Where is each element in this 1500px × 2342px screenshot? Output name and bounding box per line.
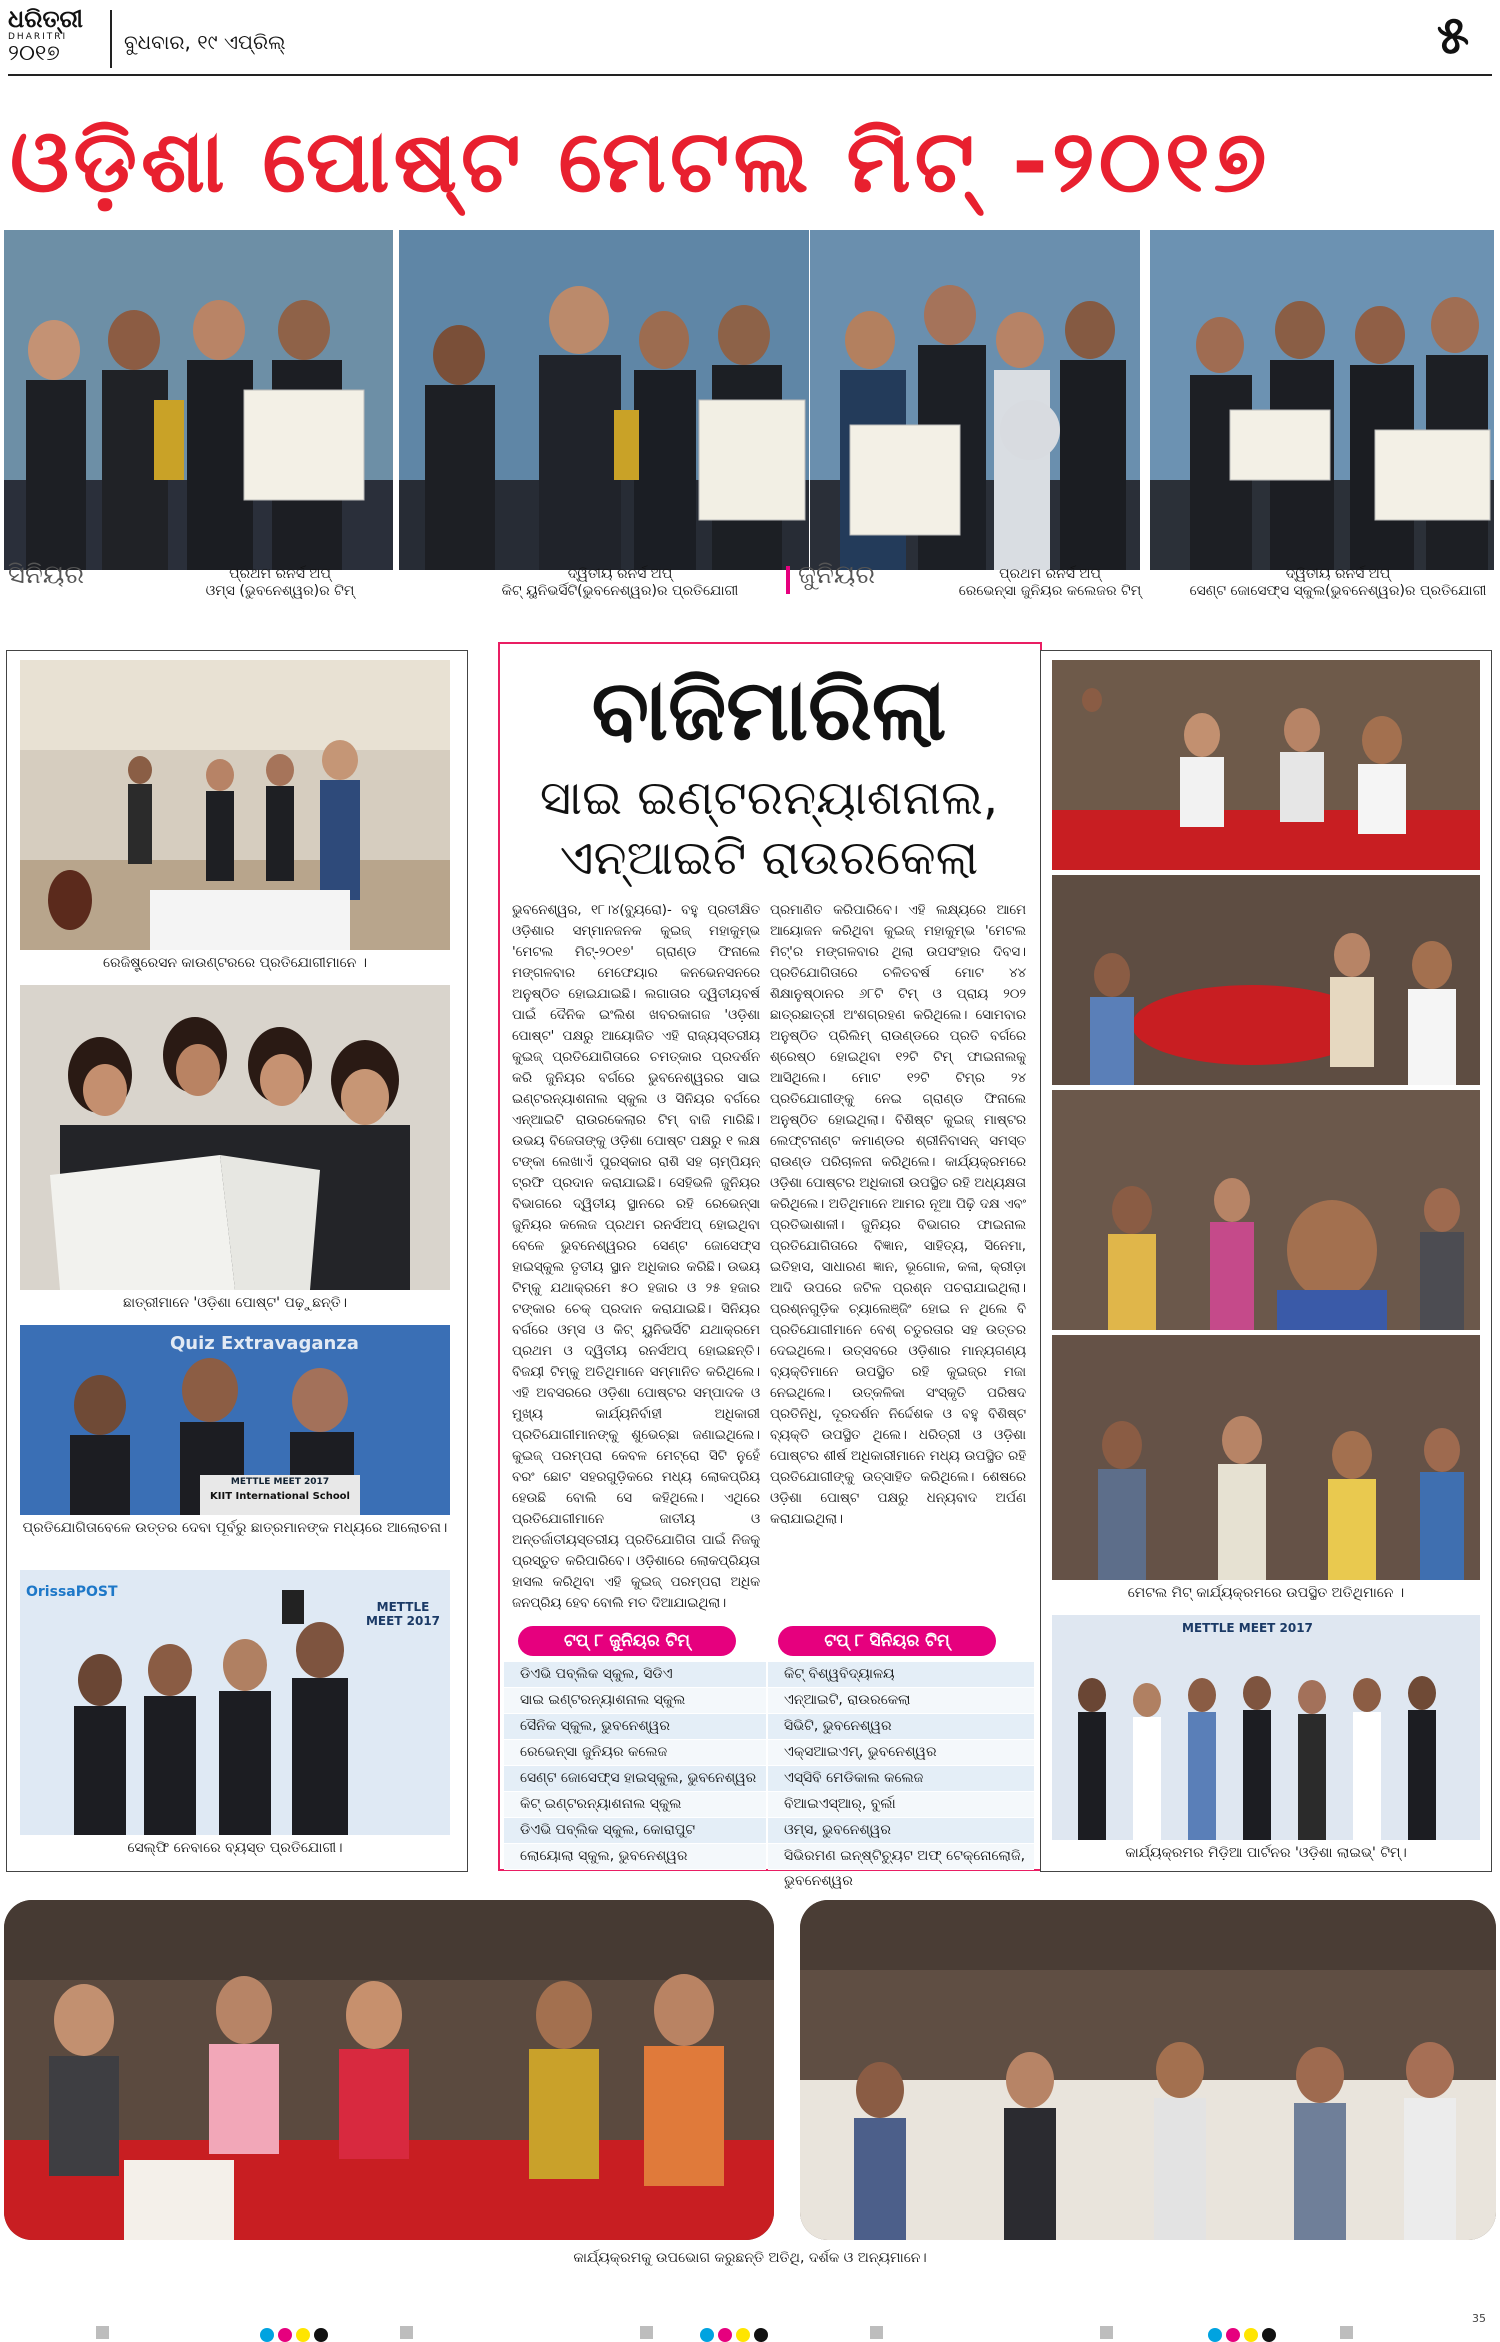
photo-girls-reading-newspaper bbox=[20, 985, 450, 1290]
print-cyan-mark bbox=[700, 2328, 714, 2342]
print-yellow-mark bbox=[1244, 2328, 1258, 2342]
junior-team-row: ଲୋୟୋଲା ସ୍କୁଲ, ଭୁବନେଶ୍ୱର bbox=[504, 1844, 766, 1870]
article-title: ବାଜିମାରିଲା bbox=[591, 661, 947, 759]
caption-line: କିଟ୍ ୟୁନିଭର୍ସିଟି(ଭୁବନେଶ୍ୱର)ର ପ୍ରତିଯୋଗୀ bbox=[501, 583, 739, 599]
caption-audience: କାର୍ଯ୍ୟକ୍ରମକୁ ଉପଭୋଗ କରୁଛନ୍ତି ଅତିଥି, ଦର୍ଶକ ଓ ଅନ୍ୟମାନେ। bbox=[573, 2250, 927, 2266]
print-magenta-mark bbox=[718, 2328, 732, 2342]
photo-odisha-live-team bbox=[1052, 1615, 1480, 1840]
caption-line: ଦ୍ୱିତୀୟ ରନର୍ସ ଅପ୍ bbox=[1285, 566, 1391, 582]
table-sign-event: METTLE MEET 2017 bbox=[230, 1477, 330, 1487]
senior-team-row: ସିଭିରମଣ ଇନ୍‌ଷ୍ଟିଚ୍ୟୁଟ ଅଫ୍ ଟେକ୍ନୋଲୋଜି, ଭୁବନେଶ୍ୱର bbox=[768, 1844, 1034, 1870]
photo-selfie bbox=[20, 1570, 450, 1835]
print-cyan-mark bbox=[1208, 2328, 1222, 2342]
print-yellow-mark bbox=[296, 2328, 310, 2342]
photo-guests-4 bbox=[1052, 1335, 1480, 1580]
junior-team-row: ଡିଏଭି ପବ୍ଲିକ ସ୍କୁଲ, କୋରାପୁଟ bbox=[504, 1818, 766, 1844]
dateline: ବୁଧବାର, ୧୯ ଏପ୍ରିଲ୍ bbox=[124, 30, 286, 54]
print-magenta-mark bbox=[1226, 2328, 1240, 2342]
photo-senior-first-runner-up bbox=[4, 230, 393, 570]
photo-junior-second-runner-up bbox=[1150, 230, 1494, 570]
print-black-mark bbox=[314, 2328, 328, 2342]
article-body-col1: ଭୁବନେଶ୍ୱର, ୧୮।୪(ବ୍ୟୁରୋ)- ବହୁ ପ୍ରତୀକ୍ଷିତ ଓଡ଼ିଶାର ସମ୍ମାନଜନକ କୁଇଜ୍ ମହାକୁମ୍ଭ 'ମେଟଲ ମିଟ୍-୨୦୧୭' ଗ୍ରାଣ୍ଡ ଫିନାଲେ ମଙ୍ଗଳବାର ମେଫେୟାର କନଭେନସନରେ ଅନୁଷ୍ଠିତ ହୋଇଯାଇଛି। ଲଗାତାର ଦ୍ୱିତୀୟବର୍ଷ ପାଇଁ ଦୈନିକ ଇଂଲିଶ ଖବରକାଗଜ 'ଓଡ଼ିଶା ପୋଷ୍ଟ' ପକ୍ଷରୁ ଆୟୋଜିତ ଏହି ରାଜ୍ୟସ୍ତରୀୟ କୁଇଜ୍ ପ୍ରତିଯୋଗିତାରେ ଚମତ୍କାର ପ୍ରଦର୍ଶନ କରି ଜୁନିୟର ବର୍ଗରେ ଭୁବନେଶ୍ୱରର ସାଇ ଇଣ୍ଟରନ୍ୟାଶନାଲ ସ୍କୁଲ ଓ ସିନିୟର ବର୍ଗରେ ଏନ୍ଆଇଟି ରାଉରକେଲାର ଟିମ୍ ବାଜି ମାରିଛି। ଉଭୟ ବିଜେତାଙ୍କୁ ଓଡ଼ିଶା ପୋଷ୍ଟ ପକ୍ଷରୁ ୧ ଲକ୍ଷ ଟଙ୍କା ଲେଖାଏଁ ପୁରସ୍କାର ରାଶି ସହ ଚାମ୍ପିୟନ୍ ଟ୍ରଫି ପ୍ରଦାନ କରାଯାଇଛି। ସେହିଭଳି ଜୁନିୟର ବିଭାଗରେ ଦ୍ୱିତୀୟ ସ୍ଥାନରେ ରହି ରେଭେନ୍ସା ଜୁନିୟର କଲେଜ ପ୍ରଥମ ରନର୍ସଅପ୍ ହୋଇଥିବା ବେଳେ ଭୁବନେଶ୍ୱରର ସେଣ୍ଟ ଜୋସେଫ୍ସ ହାଇସ୍କୁଲ ତୃତୀୟ ସ୍ଥାନ ଅଧିକାର କରିଛି। ଉଭୟ ଟିମ୍‌କୁ ଯଥାକ୍ରମେ ୫୦ ହଜାର ଓ ୨୫ ହଜାର ଟଙ୍କାର ଚେକ୍ ପ୍ରଦାନ କରାଯାଇଛି। ସିନିୟର ବର୍ଗରେ ଓମ୍ସ ଓ କିଟ୍ ୟୁନିଭର୍ସିଟି ଯଥାକ୍ରମେ ପ୍ରଥମ ଓ ଦ୍ୱିତୀୟ ରନର୍ସଅପ୍ ହୋଇଛନ୍ତି। ବିଜୟୀ ଟିମ୍‌କୁ ଅତିଥିମାନେ ସମ୍ମାନିତ କରିଥିଲେ। ଏହି ଅବସରରେ ଓଡ଼ିଶା ପୋଷ୍ଟର ସମ୍ପାଦକ ଓ ମୁଖ୍ୟ କାର୍ଯ୍ୟନିର୍ବାହୀ ଅଧିକାରୀ ପ୍ରତିଯୋଗୀମାନଙ୍କୁ ଶୁଭେଚ୍ଛା ଜଣାଇଥିଲେ। କୁଇଜ୍ ପରମ୍ପରା କେବଳ ମେଟ୍ରୋ ସିଟି ନୁହେଁ ବରଂ ଛୋଟ ସହରଗୁଡ଼ିକରେ ମଧ୍ୟ ଲୋକପ୍ରିୟ ହେଉଛି ବୋଲି ସେ କହିଥିଲେ। ଏଥିରେ ପ୍ରତିଯୋଗୀମାନେ ଜାତୀୟ ଓ ଅନ୍ତର୍ଜାତୀୟସ୍ତରୀୟ ପ୍ରତିଯୋଗିତା ପାଇଁ ନିଜକୁ ପ୍ରସ୍ତୁତ କରିପାରିବେ। ଓଡ଼ିଶାରେ ଲୋକପ୍ରିୟତା ହାସଲ କରିଥିବା ଏହି କୁଇଜ୍ ପରମ୍ପରା ଅଧିକ ଜନପ୍ରିୟ ହେବ ବୋଲି ମତ ଦିଆଯାଇଥିଲା। bbox=[512, 903, 760, 1611]
photo-audience-right bbox=[800, 1900, 1496, 2240]
header-rule bbox=[8, 74, 1492, 76]
photo-registration-counter bbox=[20, 660, 450, 950]
print-gray-mark bbox=[640, 2326, 653, 2339]
senior-team-row: ସିଭିଟି, ଭୁବନେଶ୍ୱର bbox=[768, 1714, 1034, 1740]
junior-team-row: ସାଇ ଇଣ୍ଟରନ୍ୟାଶନାଲ ସ୍କୁଲ bbox=[504, 1688, 766, 1714]
photo-junior-first-runner-up bbox=[810, 230, 1140, 570]
junior-label: ଜୁନିୟର bbox=[798, 560, 876, 590]
junior-team-row: ଡିଏଭି ପବ୍ଲିକ ସ୍କୁଲ, ସିଡିଏ bbox=[504, 1662, 766, 1688]
print-magenta-mark bbox=[278, 2328, 292, 2342]
senior-team-row: ଏନ୍ଆଇଟି, ରାଉରକେଲା bbox=[768, 1688, 1034, 1714]
masthead bbox=[8, 6, 108, 72]
photo-guests-3 bbox=[1052, 1090, 1480, 1330]
senior-team-row: ଏସ୍‌ସିବି ମେଡିକାଲ କଲେଜ bbox=[768, 1766, 1034, 1792]
footer-page-code: 35 bbox=[1472, 2312, 1486, 2325]
caption-odisha-live: କାର୍ଯ୍ୟକ୍ରମର ମିଡ଼ିଆ ପାର୍ଟନର 'ଓଡ଼ିଶା ଲାଇଭ୍' ଟିମ୍। bbox=[1125, 1845, 1407, 1861]
photo-quiz-discussion bbox=[20, 1325, 450, 1515]
caption-line: ଦ୍ୱିତୀୟ ରନର୍ସ ଅପ୍ bbox=[567, 566, 673, 582]
article-body-col2: ପ୍ରମାଣିତ କରିପାରିବେ। ଏହି ଲକ୍ଷ୍ୟରେ ଆମେ ଆୟୋଜନ କରିଥିବା କୁଇଜ୍ ମହାକୁମ୍ଭ 'ମେଟଲ ମିଟ୍'ର ମଙ୍ଗଳବାର ଥିଲା ଉପସଂହାର ଦିବସ। ପ୍ରତିଯୋଗିତାରେ ଚଳିତବର୍ଷ ମୋଟ ୪୪ ଶିକ୍ଷାନୁଷ୍ଠାନର ୬୮ଟି ଟିମ୍ ଓ ପ୍ରାୟ ୨୦୨ ଛାତ୍ରଛାତ୍ରୀ ଅଂଶଗ୍ରହଣ କରିଥିଲେ। ସୋମବାର ଅନୁଷ୍ଠିତ ପ୍ରିଲିମ୍ ରାଉଣ୍ଡରେ ପ୍ରତି ବର୍ଗରେ ଶ୍ରେଷ୍ଠ ହୋଇଥିବା ୧୨ଟି ଟିମ୍ ଫାଇନାଲକୁ ଆସିଥିଲେ। ମୋଟ ୧୨ଟି ଟିମ୍‌ର ୨୪ ପ୍ରତିଯୋଗୀଙ୍କୁ ନେଇ ଗ୍ରାଣ୍ଡ ଫିନାଲେ ଅନୁଷ୍ଠିତ ହୋଇଥିଲା। ବିଶିଷ୍ଟ କୁଇଜ୍ ମାଷ୍ଟର ଲେଫ୍ଟନାଣ୍ଟ କମାଣ୍ଡର ଶ୍ରୀନିବାସନ୍ ସମସ୍ତ ରାଉଣ୍ଡ ପରିଚାଳନା କରିଥିଲେ। କାର୍ଯ୍ୟକ୍ରମରେ ଓଡ଼ିଶା ପୋଷ୍ଟର ଅଧିକାରୀ ଉପସ୍ଥିତ ରହି ଅଧ୍ୟକ୍ଷତା କରିଥିଲେ। ଅତିଥିମାନେ ଆମର ନୂଆ ପିଢ଼ି ଦକ୍ଷ ଏବଂ ପ୍ରତିଭାଶାଳୀ। ଜୁନିୟର ବିଭାଗର ଫାଇନାଲ ପ୍ରତିଯୋଗିତାରେ ବିଜ୍ଞାନ, ସାହିତ୍ୟ, ସିନେମା, ଇତିହାସ, ସାଧାରଣ ଜ୍ଞାନ, ଭୂଗୋଳ, କଳା, କ୍ରୀଡ଼ା ଆଦି ଉପରେ ଜଟିଳ ପ୍ରଶ୍ନ ପଚରାଯାଇଥିଲା। ପ୍ରଶ୍ନଗୁଡ଼ିକ ଚ୍ୟାଲେଞ୍ଜିଂ ହୋଇ ନ ଥିଲେ ବି ପ୍ରତିଯୋଗୀମାନେ ବେଶ୍ ଚତୁରତାର ସହ ଉତ୍ତର ଦେଇଥିଲେ। ଉତ୍ସବରେ ଓଡ଼ିଶାର ମାନ୍ୟଗଣ୍ୟ ବ୍ୟକ୍ତିମାନେ ଉପସ୍ଥିତ ରହି କୁଇଜ୍‌ର ମଜା ନେଇଥିଲେ। ଉତ୍କଳିକା ସଂସ୍କୃତି ପରିଷଦ ପ୍ରତିନିଧି, ଦୂରଦର୍ଶନ ନିର୍ଦ୍ଦେଶକ ଓ ବହୁ ବିଶିଷ୍ଟ ବ୍ୟକ୍ତି ଉପସ୍ଥିତ ଥିଲେ। ଧରିତ୍ରୀ ଓ ଓଡ଼ିଶା ପୋଷ୍ଟର ଶୀର୍ଷ ଅଧିକାରୀମାନେ ମଧ୍ୟ ଉପସ୍ଥିତ ରହି ପ୍ରତିଯୋଗୀଙ୍କୁ ଉତ୍ସାହିତ କରିଥିଲେ। ଶେଷରେ ଓଡ଼ିଶା ପୋଷ୍ଟ ପକ୍ଷରୁ ଧନ୍ୟବାଦ ଅର୍ପଣ କରାଯାଇଥିଲା। bbox=[770, 903, 1026, 1527]
junior-team-row: କିଟ୍ ଇଣ୍ଟରନ୍ୟାଶନାଲ ସ୍କୁଲ bbox=[504, 1792, 766, 1818]
junior-teams-table bbox=[504, 1662, 766, 1870]
backdrop-event-text: METTLE MEET 2017 bbox=[365, 1600, 441, 1628]
print-gray-mark bbox=[1100, 2326, 1113, 2339]
caption-registration: ରେଜିଷ୍ଟ୍ରେସନ କାଉଣ୍ଟରରେ ପ୍ରତିଯୋଗୀମାନେ । bbox=[102, 955, 368, 971]
quiz-banner-text: Quiz Extravaganza bbox=[170, 1333, 359, 1354]
top8-senior-heading: ଟପ୍ ୮ ସିନିୟର ଟିମ୍ bbox=[778, 1626, 996, 1656]
masthead-year: ୨୦୧୭ bbox=[8, 41, 60, 66]
caption-selfie: ସେଲ୍ଫି ନେବାରେ ବ୍ୟସ୍ତ ପ୍ରତିଯୋଗୀ। bbox=[127, 1840, 343, 1856]
page-number: ୫ bbox=[1436, 6, 1470, 66]
header-divider bbox=[110, 10, 112, 68]
photo-senior-second-runner-up bbox=[399, 230, 809, 570]
senior-team-row: କିଟ୍ ବିଶ୍ୱବିଦ୍ୟାଳୟ bbox=[768, 1662, 1034, 1688]
print-cyan-mark bbox=[260, 2328, 274, 2342]
junior-team-row: ସୈନିକ ସ୍କୁଲ, ଭୁବନେଶ୍ୱର bbox=[504, 1714, 766, 1740]
backdrop-brand-text: OrissaPOST bbox=[26, 1584, 118, 1600]
caption-line: ସେଣ୍ଟ ଜୋସେଫ୍ସ ସ୍କୁଲ(ଭୁବନେଶ୍ୱର)ର ପ୍ରତିଯୋଗୀ bbox=[1189, 583, 1487, 599]
caption-line: ପ୍ରଥମ ରନର୍ସ ଅପ୍ bbox=[999, 566, 1101, 582]
photo-guests-2 bbox=[1052, 875, 1480, 1085]
caption-senior-second-runner-up bbox=[440, 566, 800, 600]
senior-teams-table bbox=[768, 1662, 1034, 1889]
caption-senior-first-runner-up bbox=[150, 566, 410, 600]
print-black-mark bbox=[1262, 2328, 1276, 2342]
senior-team-row: ଏକ୍ସଆଇଏମ୍, ଭୁବନେଶ୍ୱର bbox=[768, 1740, 1034, 1766]
photo-audience-left bbox=[4, 1900, 774, 2240]
table-sign-school: KIIT International School bbox=[210, 1491, 350, 1502]
senior-team-row: ବିଆଇଏସ୍‌ଆର୍, ବୁର୍ଲା bbox=[768, 1792, 1034, 1818]
caption-line: ଓମ୍ସ (ଭୁବନେଶ୍ୱର)ର ଟିମ୍ bbox=[205, 583, 355, 599]
print-gray-mark bbox=[96, 2326, 109, 2339]
junior-label-marker bbox=[786, 566, 790, 594]
junior-team-row: ରେଭେନ୍ସା ଜୁନିୟର କଲେଜ bbox=[504, 1740, 766, 1766]
caption-guests: ମେଟଲ ମିଟ୍ କାର୍ଯ୍ୟକ୍ରମରେ ଉପସ୍ଥିତ ଅତିଥିମାନେ । bbox=[1127, 1585, 1405, 1601]
caption-junior-first-runner-up bbox=[920, 566, 1180, 600]
page-headline: ଓଡ଼ିଶା ପୋଷ୍ଟ ମେଟଲ ମିଟ୍ -୨୦୧୭ bbox=[10, 112, 1271, 212]
print-yellow-mark bbox=[736, 2328, 750, 2342]
print-gray-mark bbox=[400, 2326, 413, 2339]
print-gray-mark bbox=[1340, 2326, 1353, 2339]
senior-label: ସିନିୟର bbox=[8, 560, 85, 590]
article-subtitle-2: ଏନ୍ଆଇଟି ରାଉରକେଲା bbox=[559, 830, 979, 886]
backdrop-event-text: METTLE MEET 2017 bbox=[1182, 1621, 1313, 1635]
masthead-name: ଧରିତ୍ରୀ bbox=[8, 5, 83, 33]
caption-line: ରେଭେନ୍ସା ଜୁନିୟର କଲେଜର ଟିମ୍ bbox=[958, 583, 1142, 599]
caption-reading-newspaper: ଛାତ୍ରୀମାନେ 'ଓଡ଼ିଶା ପୋଷ୍ଟ' ପଢ଼ୁଛନ୍ତି। bbox=[122, 1295, 348, 1311]
senior-team-row: ଓମ୍ସ, ଭୁବନେଶ୍ୱର bbox=[768, 1818, 1034, 1844]
caption-line: ପ୍ରଥମ ରନର୍ସ ଅପ୍ bbox=[229, 566, 331, 582]
caption-quiz-discussion: ପ୍ରତିଯୋଗିତାବେଳେ ଉତ୍ତର ଦେବା ପୂର୍ବରୁ ଛାତ୍ରମାନଙ୍କ ମଧ୍ୟରେ ଆଲୋଚନା। bbox=[22, 1520, 448, 1536]
print-gray-mark bbox=[870, 2326, 883, 2339]
photo-guests-1 bbox=[1052, 660, 1480, 870]
masthead-sub: DHARITRI bbox=[8, 32, 68, 42]
print-black-mark bbox=[754, 2328, 768, 2342]
caption-junior-second-runner-up bbox=[1180, 566, 1496, 600]
top8-junior-heading: ଟପ୍ ୮ ଜୁନିୟର ଟିମ୍ bbox=[518, 1626, 736, 1656]
article-subtitle-1: ସାଇ ଇଣ୍ଟରନ୍ୟାଶନାଲ, bbox=[539, 770, 999, 826]
junior-team-row: ସେଣ୍ଟ ଜୋସେଫ୍ସ ହାଇସ୍କୁଲ, ଭୁବନେଶ୍ୱର bbox=[504, 1766, 766, 1792]
